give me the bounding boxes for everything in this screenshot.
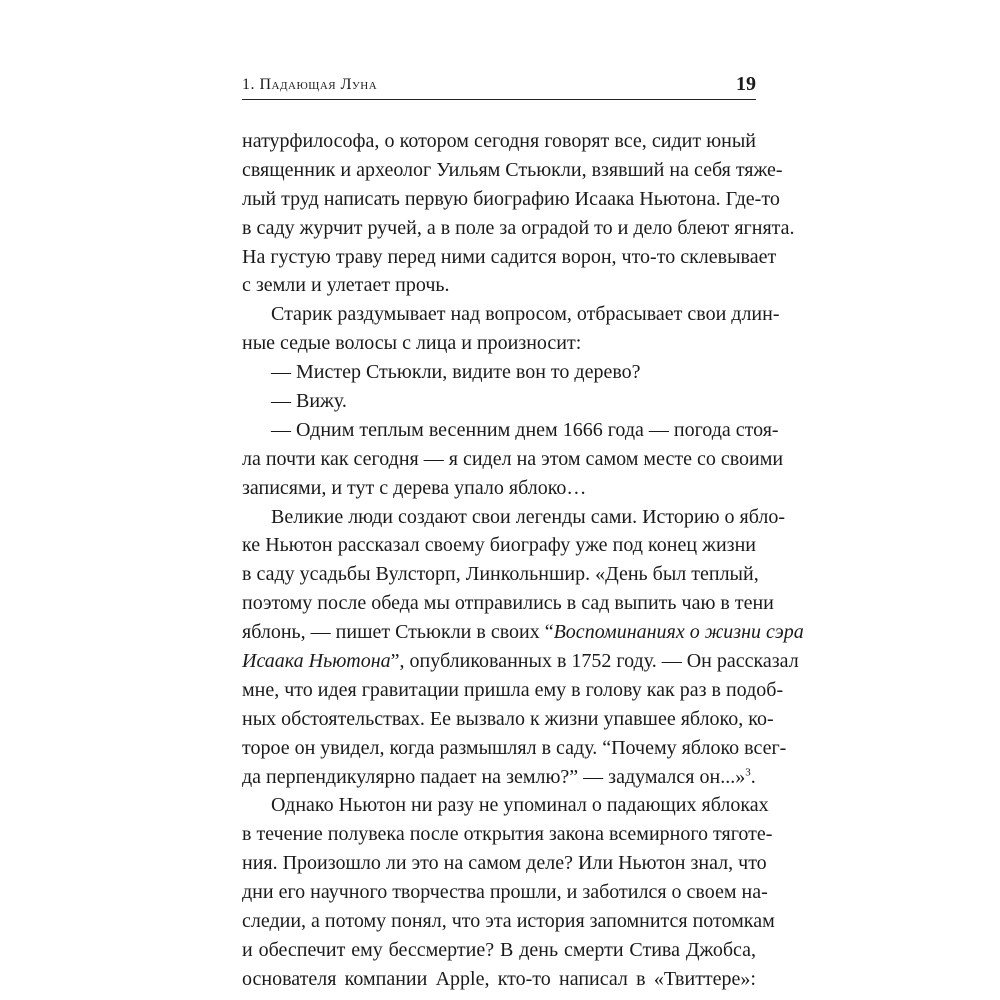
text-line: мне, что идея гравитации пришла ему в голову как раз в подоб-	[242, 678, 784, 701]
text-line: торое он увидел, когда размышлял в саду. “Почему яблоко всег-	[242, 736, 787, 759]
chapter-title: 1. Падающая Луна	[242, 76, 378, 93]
text-line: дни его научного творчества прошли, и заботился о своем на-	[242, 881, 768, 904]
text-line: с земли и улетает прочь.	[242, 274, 450, 297]
footnote-marker: 3	[745, 765, 751, 778]
text-line: Великие люди создают свои легенды сами. Историю о ябло-	[271, 505, 786, 528]
text-line: — Мистер Стьюкли, видите вон то дерево?	[271, 361, 641, 384]
text-line: натурфилософа, о котором сегодня говорят все, сидит юный	[242, 130, 756, 152]
text-line-footnote: да перпендикулярно падает на землю?” — задумался он...»$^3$.	[242, 765, 756, 788]
text-line: записями, и тут с дерева упало яблоко…	[242, 476, 587, 499]
running-header	[242, 73, 756, 100]
text-line: лый труд написать первую биографию Исаака Ньютона. Где-то	[242, 187, 780, 210]
text-line: Старик раздумывает над вопросом, отбрасывает свои длин-	[271, 303, 780, 326]
text-line: священник и археолог Уильям Стьюкли, взявший на себя тяже-	[242, 158, 783, 181]
text-block-2	[242, 676, 787, 763]
book-title-italic: Воспоминаниях о жизни сэра	[553, 621, 804, 644]
text-line-italic-2: Исаака Ньютона”, опубликованных в 1752 году. — Он рассказал	[242, 650, 799, 673]
text-line: основателя компании Apple, кто-то написал в «Твиттере»:	[242, 967, 756, 990]
body-text	[242, 127, 804, 994]
text-line: следии, а потому понял, что эта история запомнится потомкам	[242, 910, 775, 933]
text-block-3	[242, 791, 775, 993]
text-line: ке Ньютон рассказал своему биографу уже под конец жизни	[242, 534, 756, 557]
text-line: ния. Произошло ли это на самом деле? Или Ньютон знал, что	[242, 852, 767, 875]
text-line: в саду журчит ручей, а в поле за оградой то и дело блеют ягнята.	[242, 216, 795, 239]
page-number: 19	[736, 73, 756, 95]
book-title-italic-cont: Исаака Ньютона	[242, 650, 391, 673]
text-line: и обеспечит ему бессмертие? В день смерти Стива Джобса,	[242, 938, 756, 961]
text-line: — Вижу.	[271, 390, 347, 413]
text-line-italic-1: яблонь, — пишет Стьюкли в своих “Воспоминаниях о жизни сэра	[242, 621, 804, 644]
text-block-1	[242, 127, 795, 618]
text-line: в течение полувека после открытия закона всемирного тяготе-	[242, 823, 773, 846]
text-line: ные седые волосы с лица и произносит:	[242, 332, 582, 355]
text-line: ла почти как сегодня — я сидел на этом самом месте со своими	[242, 447, 784, 470]
text-line: Однако Ньютон ни разу не упоминал о падающих яблоках	[271, 794, 769, 817]
text-line: ных обстоятельствах. Ее вызвало к жизни упавшее яблоко, ко-	[242, 707, 774, 730]
text-line: поэтому после обеда мы отправились в сад выпить чаю в тени	[242, 592, 774, 615]
text-line: — Одним теплым весенним днем 1666 года — погода стоя-	[271, 418, 779, 441]
header-rule	[242, 99, 756, 100]
text-line: На густую траву перед ними садится ворон, что-то склевывает	[242, 245, 777, 268]
text-line: в саду усадьбы Вулсторп, Линкольншир. «День был теплый,	[242, 563, 759, 586]
